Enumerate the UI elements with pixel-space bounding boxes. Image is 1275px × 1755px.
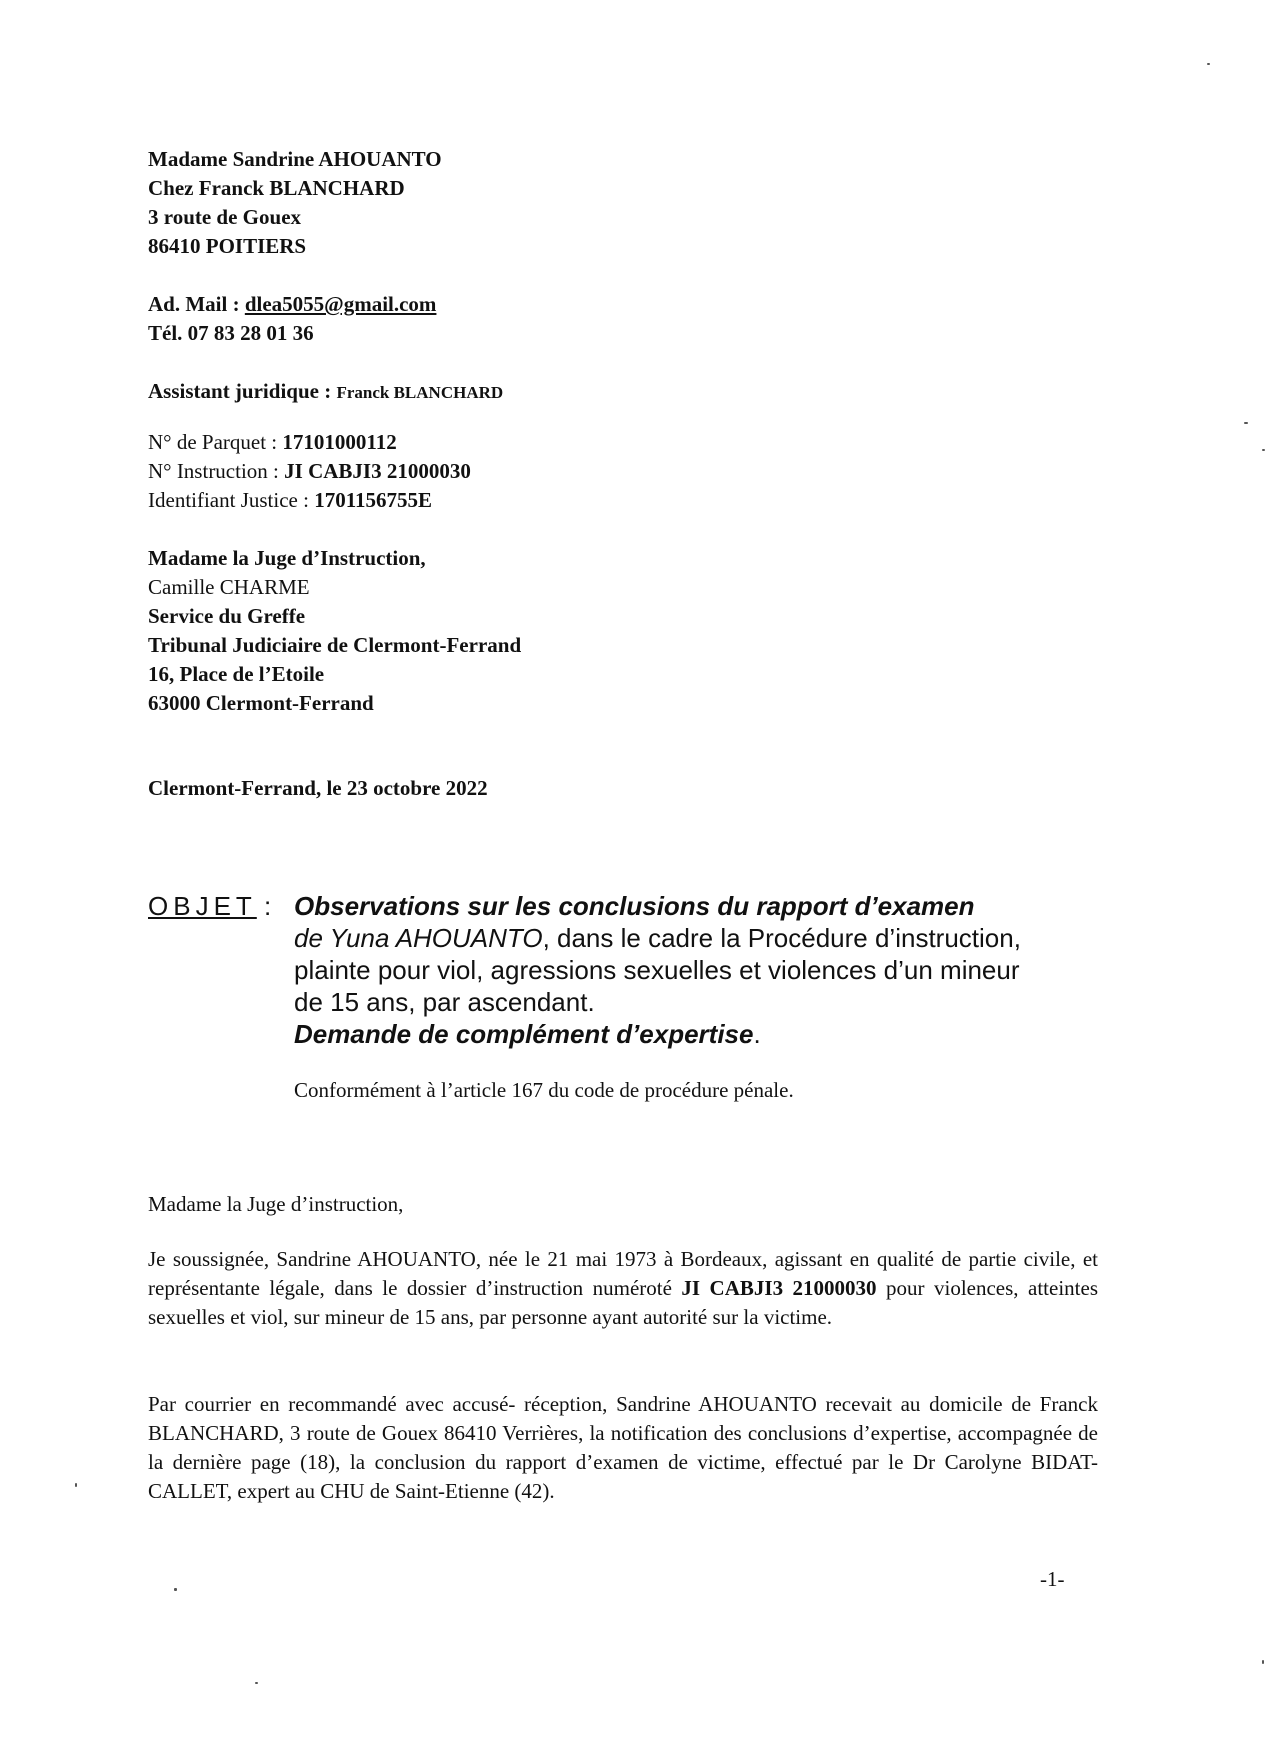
reference-value: JI CABJI3 21000030 xyxy=(284,459,471,483)
objet-line2-rest: , dans le cadre la Procédure d’instruction, xyxy=(542,923,1021,953)
objet-victim-name: de Yuna AHOUANTO xyxy=(294,923,543,953)
sender-care-of: Chez Franck BLANCHARD xyxy=(148,176,405,200)
recipient-street: 16, Place de l’Etoile xyxy=(148,662,325,686)
objet-line2 xyxy=(294,922,1194,954)
paragraph-1 xyxy=(148,1245,1098,1332)
objet-colon: : xyxy=(256,891,272,921)
scan-speck xyxy=(1262,449,1265,451)
mail-line xyxy=(148,290,436,319)
scan-speck xyxy=(1262,1660,1264,1664)
reference-justice-id xyxy=(148,486,471,515)
assistant-line xyxy=(148,377,503,407)
reference-instruction xyxy=(148,457,471,486)
objet-line3: plainte pour viol, agressions sexuelles et violences d’un mineur xyxy=(294,955,1020,985)
phone-line: Tél. 07 83 28 01 36 xyxy=(148,321,314,345)
objet-word: OBJET xyxy=(148,891,257,921)
assistant-label: Assistant juridique : xyxy=(148,379,337,403)
scan-speck xyxy=(174,1588,177,1591)
mail-label: Ad. Mail : xyxy=(148,292,245,316)
page-number: -1- xyxy=(1040,1567,1065,1591)
objet-request-end: . xyxy=(753,1019,761,1049)
objet-body xyxy=(294,890,1194,1050)
email-link[interactable]: dlea5055@gmail.com xyxy=(244,292,437,316)
sender-street: 3 route de Gouex xyxy=(148,205,302,229)
scan-speck xyxy=(255,1682,258,1684)
reference-value: 17101000112 xyxy=(282,430,397,454)
recipient-court: Tribunal Judiciaire de Clermont-Ferrand xyxy=(148,633,522,657)
recipient-name: Camille CHARME xyxy=(148,575,310,599)
references-block xyxy=(148,428,471,515)
reference-label: N° Instruction : xyxy=(148,459,285,483)
sender-name: Madame Sandrine AHOUANTO xyxy=(148,147,442,171)
assistant-name: Franck BLANCHARD xyxy=(336,383,504,402)
paragraph-1-text-end: pour violences, atteintes sexuelles et viol, sur mineur de 15 ans, par personne ayant autorité sur la victime. xyxy=(148,1276,1098,1329)
legal-reference: Conformément à l’article 167 du code de procédure pénale. xyxy=(294,1078,794,1102)
paragraph-1-text: Je soussignée, Sandrine AHOUANTO, née le 21 mai 1973 à Bordeaux, agissant en qualité de partie civile, et représentante légale, dans le dossier d’instruction numéroté xyxy=(148,1247,1098,1300)
objet-title: Observations sur les conclusions du rapport d’examen xyxy=(294,891,975,921)
objet-line4: de 15 ans, par ascendant. xyxy=(294,987,595,1017)
recipient-block xyxy=(148,544,521,718)
objet-label xyxy=(148,890,271,922)
sender-block xyxy=(148,145,442,261)
reference-label: N° de Parquet : xyxy=(148,430,283,454)
scan-speck xyxy=(1207,63,1210,65)
salutation: Madame la Juge d’instruction, xyxy=(148,1192,404,1216)
scan-speck xyxy=(75,1483,77,1487)
objet-request xyxy=(294,1018,1194,1050)
scan-speck xyxy=(1244,422,1248,424)
paragraph-1-case-number: JI CABJI3 21000030 xyxy=(681,1276,877,1300)
reference-parquet xyxy=(148,428,471,457)
recipient-service: Service du Greffe xyxy=(148,604,306,628)
paragraph-2: Par courrier en recommandé avec accusé- réception, Sandrine AHOUANTO recevait au domicile de Franck BLANCHARD, 3 route de Gouex 86410 Verrières, la notification des conclusions d’expertise, accompagnée de la dernière page (18), la conclusion du rapport d’examen de victime, effectué par le Dr Carolyne BIDAT-CALLET, expert au CHU de Saint-Etienne (42). xyxy=(148,1392,1098,1503)
recipient-title: Madame la Juge d’Instruction, xyxy=(148,546,426,570)
reference-value: 1701156755E xyxy=(314,488,433,512)
contact-block xyxy=(148,290,436,348)
recipient-city: 63000 Clermont-Ferrand xyxy=(148,691,374,715)
objet-request-text: Demande de complément d’expertise xyxy=(294,1019,754,1049)
date-line: Clermont-Ferrand, le 23 octobre 2022 xyxy=(148,776,488,800)
sender-city: 86410 POITIERS xyxy=(148,234,307,258)
reference-label: Identifiant Justice : xyxy=(148,488,315,512)
